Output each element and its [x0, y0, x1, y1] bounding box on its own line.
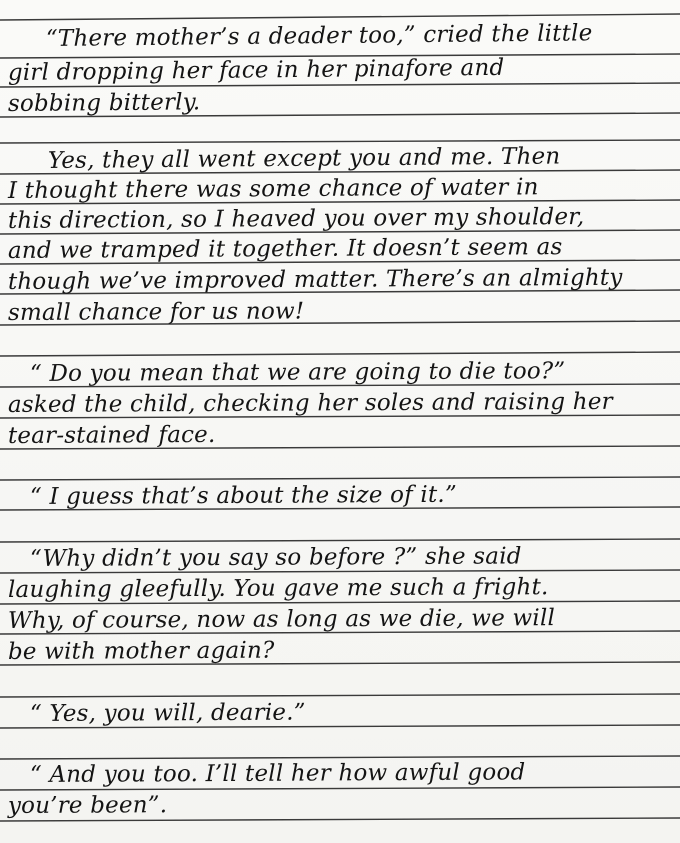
text-line: though we’ve improved matter. There’s an almighty	[7, 264, 623, 295]
text-line: “There mother’s a deader too,” cried the little	[45, 20, 593, 52]
text-line: small chance for us now!	[7, 298, 305, 326]
text-line: sobbing bitterly.	[7, 89, 201, 117]
text-line: “ I guess that’s about the size of it.”	[29, 481, 457, 510]
text-line: laughing gleefully. You gave me such a fright.	[7, 574, 549, 603]
text-line: Yes, they all went except you and me. Then	[47, 143, 561, 174]
text-line: “ Do you mean that we are going to die too?”	[29, 358, 566, 387]
text-line: asked the child, checking her soles and raising her	[7, 388, 613, 418]
text-line: girl dropping her face in her pinafore and	[7, 54, 505, 86]
text-line: “Why didn’t you say so before ?” she said	[29, 543, 522, 572]
text-line: and we tramped it together. It doesn’t seem as	[7, 234, 563, 264]
text-line: this direction, so I heaved you over my shoulder,	[7, 203, 585, 234]
text-line: “ And you too. I’ll tell her how awful good	[29, 759, 526, 788]
text-line: tear-stained face.	[7, 421, 216, 449]
text-line: I thought there was some chance of water in	[7, 174, 539, 204]
text-line: you’re been”.	[7, 792, 168, 819]
text-line: “ Yes, you will, dearie.”	[29, 699, 306, 727]
text-line: Why, of course, now as long as we die, we will	[7, 605, 556, 634]
text-line: be with mother again?	[7, 637, 275, 665]
